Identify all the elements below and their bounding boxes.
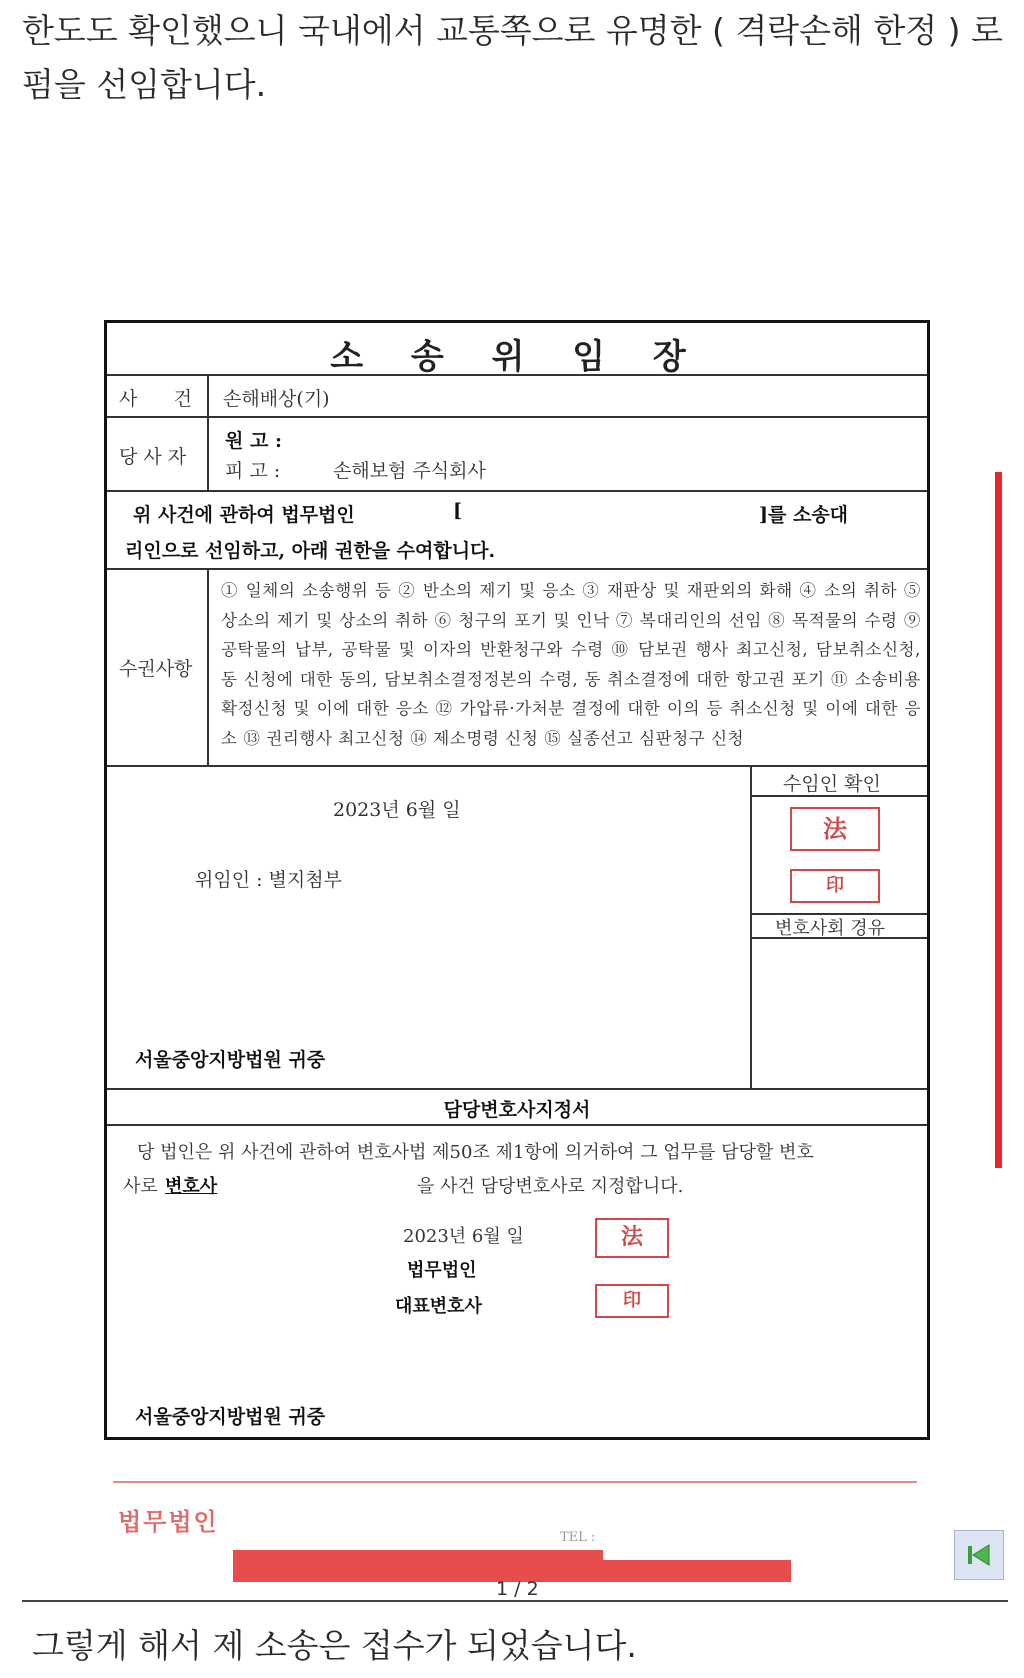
power-of-attorney-document (104, 320, 930, 1440)
footer-tel: TEL : (560, 1530, 596, 1545)
principal-text: 위임인 : 별지첨부 (195, 869, 342, 891)
appointment-row (107, 492, 927, 570)
court2-text: 서울중앙지방법원 귀중 (135, 1406, 326, 1428)
case-value: 손해배상(기) (223, 388, 330, 410)
party-row (107, 418, 927, 492)
signature-row (107, 767, 927, 1090)
authority-row (107, 570, 927, 767)
party-label: 당 사 자 (119, 446, 187, 468)
footer-firm-name: 법무법인 (118, 1508, 219, 1536)
skip-to-start-icon (955, 1531, 1003, 1579)
assign-firm: 법무법인 (407, 1260, 477, 1281)
representative-seal-stamp: 印 (790, 869, 880, 903)
appoint-line1-left: 위 사건에 관하여 법무법인 (133, 504, 355, 526)
viewer-bottom-divider (22, 1600, 1008, 1602)
assign-rep: 대표변호사 (395, 1296, 482, 1317)
assign-firm-seal-stamp: 法 (595, 1218, 669, 1258)
outro-text: 그렇게 해서 제 소송은 접수가 되었습니다. (32, 1626, 637, 1665)
firm-seal-stamp: 法 (790, 807, 880, 851)
footer-divider (113, 1481, 917, 1483)
doc-title: 소 송 위 임 장 (330, 337, 704, 377)
case-label: 사 건 (119, 388, 192, 410)
intro-text: 한도도 확인했으니 국내에서 교통쪽으로 유명한 ( 격락손해 한정 ) 로펌을 선임합니다. (22, 11, 1003, 104)
assign-date: 2023년 6월 일 (403, 1226, 524, 1247)
red-redaction-bar (995, 472, 1002, 1168)
assign-line2-left: 사로 (123, 1176, 158, 1197)
defendant-value: 손해보험 주식회사 (333, 460, 486, 482)
doc-title-row (107, 323, 927, 376)
page-indicator: 1 / 2 (496, 1578, 539, 1600)
assign-lawyer: 변호사 (165, 1176, 218, 1197)
date-text: 2023년 6월 일 (333, 799, 461, 821)
assign-body (107, 1126, 927, 1440)
assign-title-row (107, 1090, 927, 1126)
first-page-button[interactable] (954, 1530, 1004, 1580)
authority-text: ① 일체의 소송행위 등 ② 반소의 제기 및 응소 ③ 재판상 및 재판외의 화해 ④ 소의 취하 ⑤ 상소의 제기 및 상소의 취하 ⑥ 청구의 포기 및 인낙 ⑦ 복대리인의 선임 ⑧ 목적물의 수령 ⑨ 공탁물의 납부, 공탁물 및 이자의 반환청구와 수령 ⑩ 담보권 행사 최고신청, 담보취소신청, 동 신청에 대한 동의, 담보취소결정정본의 수령, 동 취소결정에 대한 항고권 포기 ⑪ 소송비용확정신청 및 이에 대한 응소 ⑫ 가압류·가처분 결정에 대한 이의 등 취소신청 및 이에 대한 응소 ⑬ 권리행사 최고신청 ⑭ 제소명령 신청 ⑮ 실종선고 심판청구 신청 (221, 581, 921, 748)
authority-label: 수권사항 (119, 658, 193, 680)
assign-line1: 당 법인은 위 사건에 관하여 변호사법 제50조 제1항에 의거하여 그 업무를 담당할 변호 (137, 1142, 814, 1163)
assign-rep-seal-stamp: 印 (595, 1284, 669, 1318)
court-text: 서울중앙지방법원 귀중 (135, 1049, 326, 1071)
case-row (107, 376, 927, 418)
plaintiff-label: 원 고 : (225, 430, 282, 452)
appoint-bracket: [ (453, 500, 462, 522)
acceptance-label: 수임인 확인 (783, 773, 881, 795)
assign-title: 담당변호사지정서 (443, 1099, 591, 1121)
appoint-line2: 리인으로 선임하고, 아래 권한을 수여합니다. (125, 540, 496, 562)
assign-line2-right: 을 사건 담당변호사로 지정합니다. (417, 1176, 684, 1197)
bar-association-label: 변호사회 경유 (775, 918, 886, 939)
appoint-line1-right: ]를 소송대 (759, 504, 849, 526)
defendant-label: 피 고 : (225, 460, 281, 482)
